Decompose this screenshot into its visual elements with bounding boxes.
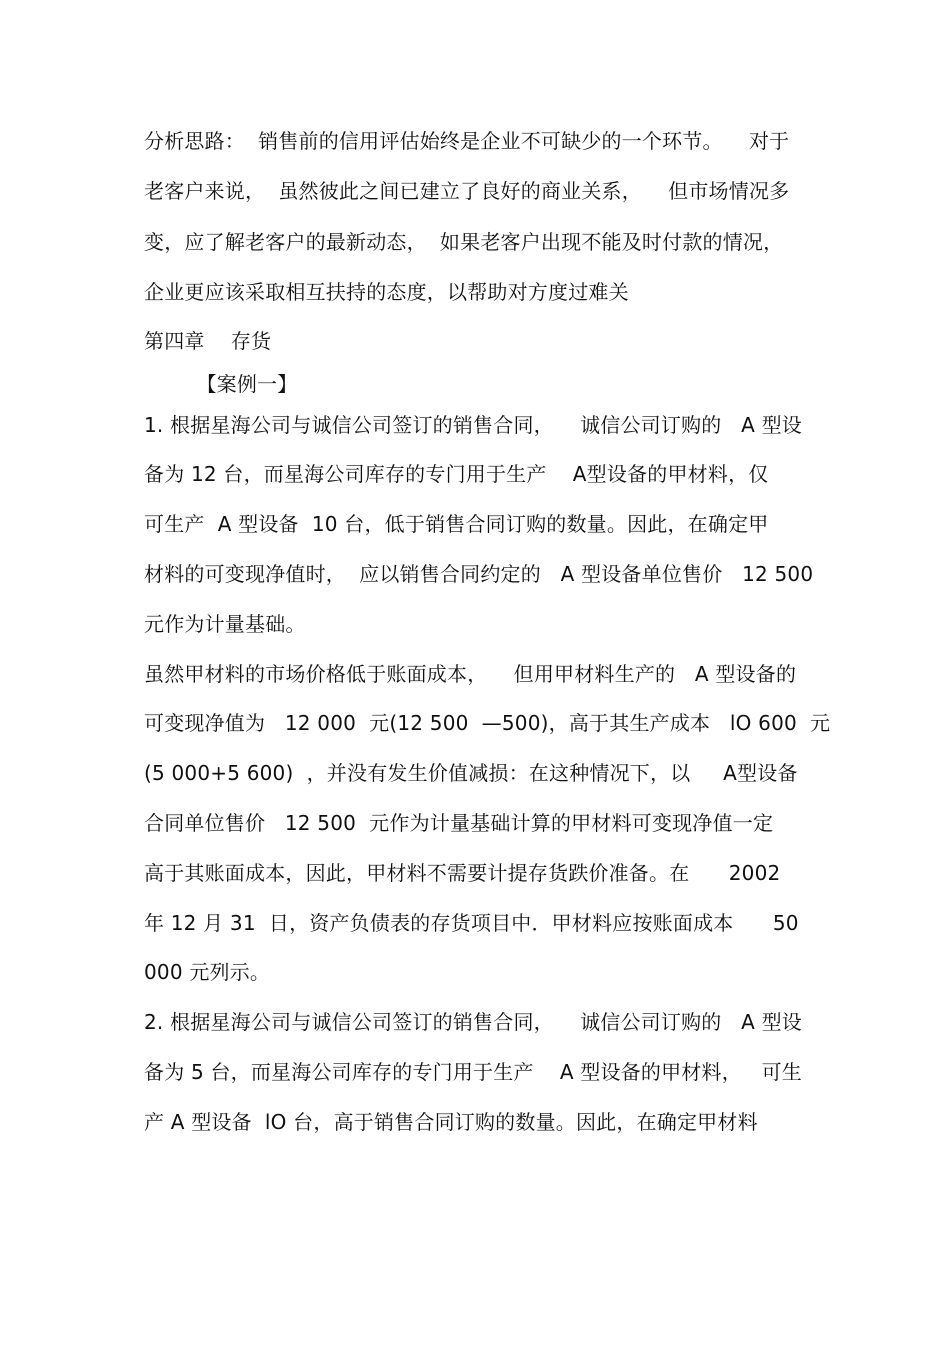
text-line: 1. 根据星海公司与诚信公司签订的销售合同， 诚信公司订购的 A 型设 (144, 413, 802, 437)
text-line: 备为 12 台，而星海公司库存的专门用于生产 A型设备的甲材料，仅 (144, 462, 769, 486)
text-line: (5 000+5 600) ，并没有发生价值减损：在这种情况下，以 A型设备 (144, 761, 798, 785)
text-line: 年 12 月 31 日，资产负债表的存货项目中．甲材料应按账面成本 50 (144, 911, 799, 935)
text-line: 2. 根据星海公司与诚信公司签订的销售合同， 诚信公司订购的 A 型设 (144, 1010, 802, 1034)
text-line: 老客户来说， 虽然彼此之间已建立了良好的商业关系， 但市场情况多 (144, 179, 790, 203)
text-line: 合同单位售价 12 500 元作为计量基础计算的甲材料可变现净值一定 (144, 811, 774, 835)
text-line: 企业更应该采取相互扶持的态度，以帮助对方度过难关 (144, 280, 629, 304)
text-line: 可生产 A 型设备 10 台，低于销售合同订购的数量。因此，在确定甲 (144, 512, 769, 536)
text-line: 高于其账面成本，因此，甲材料不需要计提存货跌价准备。在 2002 (144, 861, 781, 885)
text-line: 备为 5 台，而星海公司库存的专门用于生产 A 型设备的甲材料， 可生 (144, 1060, 802, 1084)
text-line: 材料的可变现净值时， 应以销售合同约定的 A 型设备单位售价 12 500 (144, 562, 814, 586)
text-line: 可变现净值为 12 000 元(12 500 —500)，高于其生产成本 lO 600 元 (144, 711, 831, 735)
text-line: 分析思路： 销售前的信用评估始终是企业不可缺少的一个环节。 对于 (144, 129, 790, 153)
chapter-heading: 第四章 存货 (144, 329, 272, 353)
text-line: 变，应了解老客户的最新动态， 如果老客户出现不能及时付款的情况， (144, 230, 784, 254)
case-heading: 【案例一】 (144, 372, 298, 396)
text-line: 产 A 型设备 lO 台，高于销售合同订购的数量。因此，在确定甲材料 (144, 1110, 758, 1134)
text-line: 元作为计量基础。 (144, 612, 306, 636)
text-line: 000 元列示。 (144, 960, 271, 984)
text-line: 虽然甲材料的市场价格低于账面成本， 但用甲材料生产的 A 型设备的 (144, 662, 797, 686)
